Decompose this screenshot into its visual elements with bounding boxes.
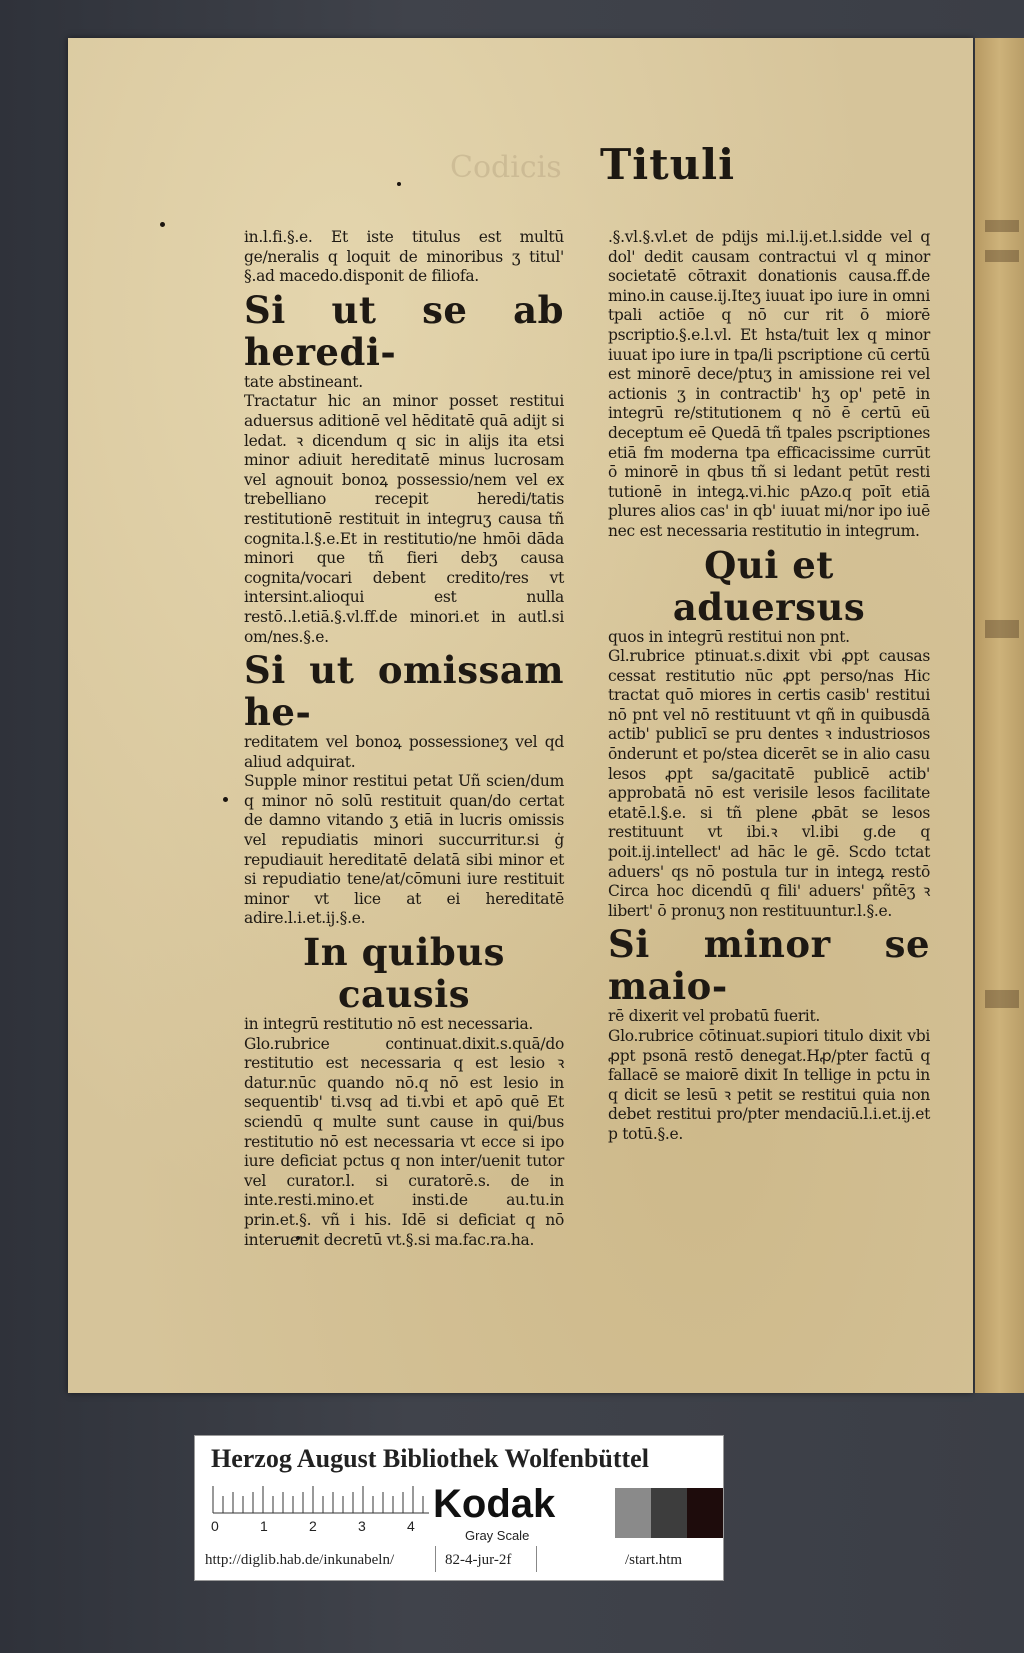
adjacent-page-text [985,250,1019,262]
gray-swatch-mid [651,1488,687,1538]
ruler-label: 4 [407,1518,415,1534]
left-section3-heading: In quibus causis [302,930,506,1017]
kodak-logo: Kodak [433,1482,556,1526]
shelfmark: 82-4-jur-2f [445,1552,512,1568]
left-section2-text: Supple minor restitui petat Uñ scien/dum q minor nō solū restituit quan/do certat de damno vitando ʒ etiā in lucris omissis vel repudiatis minori succurritur.si ġ repudiauit hereditatē delatā sibi minor et si repudiatio tene/at/cōmuni iure restituit minor vt lice at ei hereditatē adire.l.i.et.ij.§.e. [244,772,564,928]
right-section1-heading: Qui et aduersus [672,542,866,629]
left-section1-text: Tractatur hic an minor posset restitui aduersus aditionē vel hēditatē quā adijt si ledat. ꝛ dicendum q sic in alijs ita etsi minor adiuit hereditatē minus lucrosam vel agnouit bonoꝝ possessio/nem vel ex trebelliano recepit heredi/tatis restitutionē restituit in integruʒ causa tñ cognita.l.§.e.Et in restitutio/ne hmōi dāda minori que tñ fieri debʒ causa cognita/vocari debent credito/res vt intersint.alioqui est nulla restō..l.etiā.§.vl.ff.de minori.et in autl.si om/nes.§.e. [244,392,564,646]
left-section2-subheading: reditatem vel bonoꝝ possessioneʒ vel qd aliud adquirat. [244,733,564,771]
ruler-ticks [213,1486,423,1513]
adjacent-page-text [985,620,1019,638]
ruler-label: 2 [309,1518,317,1534]
left-section3-text: Glo.rubrice continuat.dixit.s.quā/do restitutio est necessaria q est lesio ꝛ datur.nūc quando nō.q nō est lesio in sequentib' ti.vsq ad ti.vbi et apō quē Et sciendū q multe sunt cause in qui/bus restitutio nō est necessaria vt ecce si ipo iure deficiat pctus q non inter/uenit tutor vel curator.l. si curatorē.s. de in inte.resti.mino.et insti.de au.tu.in prin.et.§. vñ i his. Idē si deficiat q nō interuenit decretū vt.§.si ma.fac.ra.ha. [244,1034,564,1249]
page-speck [160,222,165,227]
adjacent-page-text [985,990,1019,1008]
right-intro: .§.vl.§.vl.et de pdijs mi.l.ij.et.l.sidde vel q dol' dedit causam contractui vl q minor societatē cōtraxit donationis causa.ff.de mino.in cause.ij.Iteʒ iuuat ipo iure in omni tpali actiōe q nō cur rit ō miorē pscriptio.§.e.l.vl. Et hsta/tuit lex q minor iuuat ipo iure in tpa/li pscriptione cū certū est minorē dece/ptuʒ in amissione rei vel actionis ʒ in contractib' hʒ op' petē in integrū re/stitutionem q nō ē certū eū deceptum eē Quedā tñ tpales pscriptiones etiā fm moderna tpa efficacissime currūt ō minorē in qbus tñ si ledant petūt resti tutionē in integꝝ.vi.hic pAzo.q poīt etiā plures alios cas' in qb' iuuat mi/nor ipo iuē nec est necessaria restitutio in integrum. [608,228,930,540]
ruler-scale [211,1486,431,1514]
left-section3-subheading: in integrū restitutio nō est necessaria. [244,1015,534,1034]
scan-target-card [194,1435,724,1581]
right-section2-subheading: rē dixerit vel probatū fuerit. [608,1007,821,1026]
gray-swatch-light [615,1488,651,1538]
right-section1-text: Gl.rubrice ptinuat.s.dixit vbi ꝓpt causas cessat restitutio nūc ꝓpt perso/nas Hic tractat quō miores in certis casib' restitui nō pnt vel nō restituunt vt qñ in quibusdā actib' publicī se pru dentes ꝛ industriosos ōnderunt et po/stea dicerēt se in alio casu lesos ꝓpt sa/gacitatē publicē actib' approbatā nō est verisile lesos facilitate etatē.l.§.e. si tñ plene ꝓbāt se lesos restituunt vt ibi.ꝛ vl.ibi g.de q poit.ij.intellect' ad hāc le gē. Scdo tctat aduers' qs nō postula tur in integꝝ restō Circa hoc dicendū q fili' aduers' pñtēʒ ꝛ libert' ō pronuʒ non restituuntur.l.§.e. [608,647,930,920]
left-column [244,228,564,1250]
page-speck [223,797,228,802]
left-section2-heading: Si ut omissam he- [244,648,564,735]
library-name: Herzog August Bibliothek Wolfenbüttel [211,1444,649,1473]
source-url: http://diglib.hab.de/inkunabeln/ [205,1552,395,1568]
gray-swatch-dark [687,1488,723,1538]
right-section1-subheading: quos in integrū restitui non pnt. [608,627,850,646]
start-page: /start.htm [625,1552,683,1568]
gray-scale-label: Gray Scale [465,1528,530,1543]
left-section1-subheading: tate abstineant. [244,372,363,391]
adjacent-page-edge [975,38,1024,1393]
left-intro: in.l.fi.§.e. Et iste titulus est multū ge/neralis q loquit de minoribus ʒ titul' §.ad macedo.disponit de filiofa. [244,228,564,286]
right-section2-text: Glo.rubrice cōtinuat.supiori titulo dixit vbi ꝓpt psonā restō denegat.Hꝓ/pter factū q fallacē se maiorē dixit In tellige in pctu in q dicit se lesū ꝛ petit se restitui quia non debet restitui pro/pter mendaciū.l.i.et.ij.et p totū.§.e. [608,1027,930,1143]
ruler-label: 3 [358,1518,366,1534]
ruler-label: 1 [260,1518,268,1534]
right-section2-heading: Si minor se maio- [608,922,930,1009]
page-speck [397,182,401,186]
running-title: Tituli [600,140,736,189]
bleed-through-text: Codicis [450,150,562,185]
ruler-label: 0 [211,1518,219,1534]
left-section1-heading: Si ut se ab heredi- [244,287,564,374]
adjacent-page-text [985,220,1019,232]
right-column [608,228,930,1145]
